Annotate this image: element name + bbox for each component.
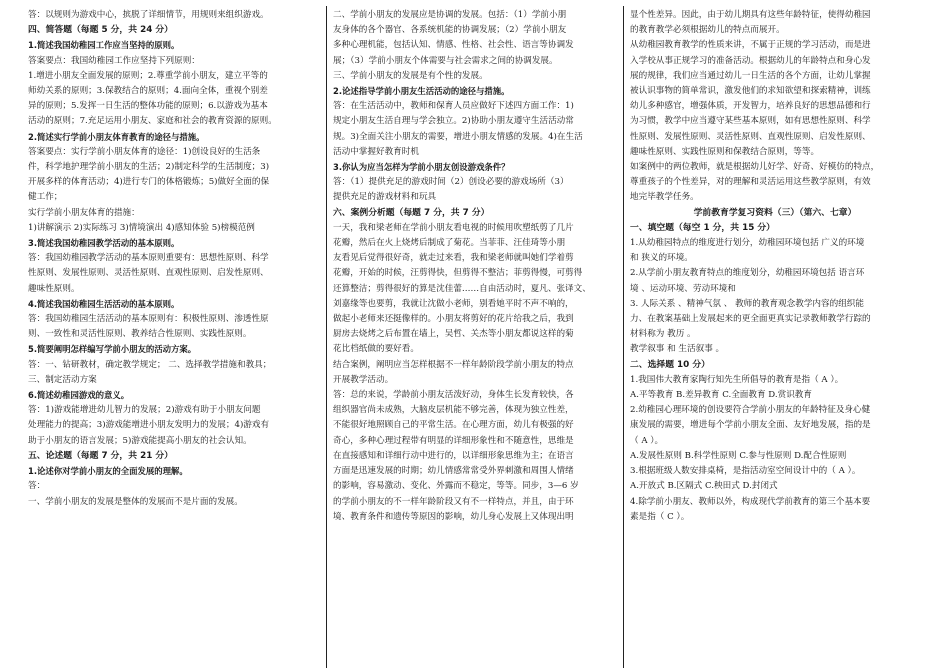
text-line: 入学校从事正规学习的准备活动。根据幼儿的年龄特点和身心发 bbox=[630, 55, 871, 66]
text-line: 三、学前小朋友的发展是有个性的发展。 bbox=[333, 70, 488, 81]
text-line: 性原则、发展性原则、灵活性原则、直观性原则、启发性原则、 bbox=[28, 268, 269, 279]
text-line: 花瓣，然后在火上烧烤后制成了菊花。当菲菲、汪佳琦等小朋 bbox=[333, 238, 566, 249]
text-line: 做起小老师来还挺像样的。小朋友将剪好的花片给我之后，我到 bbox=[333, 314, 574, 325]
text-line: 为习惯，教学中应当遵守某些基本原则，如有思想性原则、科学 bbox=[630, 116, 871, 127]
column-divider-right bbox=[623, 6, 624, 668]
text-line: 被认识事物的简单常识，激发他们的求知欲望和探索精神，训练 bbox=[630, 86, 871, 97]
text-line: 件，科学地护理学前小朋友的生活；2)制定科学的生活制度；3) bbox=[28, 162, 270, 173]
text-line: 性原则、发展性原则、灵活性原则、直观性原则、启发性原则、 bbox=[630, 131, 871, 142]
text-line: 展；（3）学前小朋友个体需要与社会需求之间的协调发展。 bbox=[333, 55, 558, 66]
text-line: 教学叙事 和 生活叙事 。 bbox=[630, 344, 725, 355]
text-line: 境 、运动环境、劳动环境和 bbox=[630, 283, 736, 294]
text-line: 在直接感知和详细行动中进行的，以详细形象思维为主；在语言 bbox=[333, 450, 574, 461]
text-line: 的学前小朋友的不一样年龄阶段又有不一样特点，并且，由于环 bbox=[333, 496, 574, 507]
text-line: 不能很好地照顾自己的平常生活。在心理方面，幼儿有极强的好 bbox=[333, 420, 574, 431]
text-line: 从幼稚园教育教学的性质来讲，不属于正规的学习活动，而是进 bbox=[630, 40, 871, 51]
text-line: 答案要点：实行学前小朋友体育的途径：1)创设良好的生活条 bbox=[28, 146, 261, 157]
text-line: 还算整洁；剪得很好的算是沈佳蕾……自由活动时，夏凡、张译文、 bbox=[333, 283, 591, 294]
text-line: 如案例中的两位教师，就是根据幼儿好学、好奇、好模仿的特点， bbox=[630, 162, 880, 173]
text-line: 刘嘉缘等也要剪，我就让沈做小老师，别看她平时不声不响的， bbox=[333, 298, 574, 309]
column-divider-left bbox=[326, 6, 327, 668]
text-line: 活动中掌握好教育时机 bbox=[333, 146, 419, 157]
text-line: A.开放式 B.区隔式 C.秧田式 D.封闭式 bbox=[630, 481, 778, 492]
text-line: 的教育教学必须根据幼儿的特点而展开。 bbox=[630, 25, 785, 36]
text-line: 实行学前小朋友体育的措施： bbox=[28, 207, 140, 218]
text-line: 趣味性原则。 bbox=[28, 283, 80, 294]
text-line: 展的规律，我们应当通过幼儿一日生活的各个方面，让幼儿掌握 bbox=[630, 70, 871, 81]
question-heading: 1.简述我国幼稚园工作应当坚持的原则。 bbox=[28, 40, 180, 51]
text-line: 则、一致性和灵活性原则、教养结合性原则、实践性原则。 bbox=[28, 329, 252, 340]
text-line: 答： bbox=[28, 481, 46, 492]
text-line: 的影响，容易激动、变化、外露而不稳定，等等。同步，3—6 岁 bbox=[333, 481, 579, 492]
text-line: 奇心，多种心理过程带有明显的详细形象性和不随意性，思维是 bbox=[333, 435, 574, 446]
text-line: （ A ）。 bbox=[630, 435, 664, 446]
text-column-2 bbox=[333, 8, 623, 668]
text-line: 一天，我和梁老师在学前小朋友看电视的时候用吹塑纸剪了几片 bbox=[333, 222, 574, 233]
text-line: 2.从学前小朋友教育特点的维度划分，幼稚园环境包括 语言环 bbox=[630, 268, 865, 279]
text-line: 幼儿多种感官，增强体质，开发智力，培养良好的思想品德和行 bbox=[630, 101, 871, 112]
text-line: 处理能力的提高；3)游戏能增进小朋友发明力的发展；4)游戏有 bbox=[28, 420, 270, 431]
text-line: 开展教学活动。 bbox=[333, 374, 394, 385]
text-line: A.平等教育 B.差异教育 C.全面教育 D.赏识教育 bbox=[630, 390, 812, 401]
text-line: 开展多样的体育活动；4)进行专门的体格锻炼；5)做好全面的保 bbox=[28, 177, 270, 188]
section-heading: 二、选择题 10 分） bbox=[630, 359, 710, 370]
text-line: 组织器官尚未成熟，大脑皮层机能不够完善，体现为独立性差， bbox=[333, 405, 574, 416]
text-line: 师幼关系的原则；3.保教结合的原则；4.面向全体，重视个别差 bbox=[28, 86, 268, 97]
text-line: 1.我国伟大教育家陶行知先生所倡导的教育是指（ A ）。 bbox=[630, 374, 844, 385]
text-line: 3.根据班级人数安排桌椅，是指活动室空间设计中的（ A ）。 bbox=[630, 466, 861, 477]
text-line: 二、学前小朋友的发展应是协调的发展。包括：（1）学前小朋 bbox=[333, 10, 567, 20]
text-line: 地完毕教学任务。 bbox=[630, 192, 699, 203]
text-line: 活动的原则；7.充足运用小朋友、家庭和社会的教育资源的原则。 bbox=[28, 116, 277, 127]
text-line: 健工作； bbox=[28, 192, 63, 203]
text-line: 答：一、钻研教材，确定教学规定； 二、选择教学措施和教具； bbox=[28, 359, 272, 370]
text-line: 友身体的各个器官、各系统机能的协调发展；（2）学前小朋友 bbox=[333, 25, 567, 36]
text-line: 方面是迅速发展的时期；幼儿情感常常受外界刺激和周围人情绪 bbox=[333, 466, 574, 477]
text-line: 花比档纸做的要好看。 bbox=[333, 344, 419, 355]
text-line: 异的原则；5.发挥一日生活的整体功能的原则；6.以游戏为基本 bbox=[28, 101, 268, 112]
text-line: 力、在教案基础上发展起来的更全面更真实记录教师教学行踪的 bbox=[630, 314, 871, 325]
section-heading: 四、简答题（每题 5 分，共 24 分） bbox=[28, 25, 173, 36]
question-heading: 5.简要阐明怎样编写学前小朋友的活动方案。 bbox=[28, 344, 197, 355]
text-line: 1.从幼稚园特点的维度进行划分，幼稚园环境包括 广义的环境 bbox=[630, 238, 865, 249]
section-heading: 五、论述题（每题 7 分，共 21 分） bbox=[28, 450, 173, 461]
text-line: 规定小朋友生活自理与学会独立。2)协助小朋友遵守生活活动常 bbox=[333, 116, 574, 127]
text-line: 境、教育条件和遗传等原因的影响，幼儿身心发展上又体现出明 bbox=[333, 511, 574, 522]
question-heading: 3.你认为应当怎样为学前小朋友创设游戏条件？ bbox=[333, 162, 510, 173]
text-line: 1.增进小朋友全面发展的原则；2.尊重学前小朋友，建立平等的 bbox=[28, 70, 268, 81]
text-line: 1)讲解演示 2)实际练习 3)情境演出 4)感知体验 5)榜模范例 bbox=[28, 222, 255, 233]
section-heading: 六、案例分析题（每题 7 分，共 7 分） bbox=[333, 207, 490, 218]
text-column-1 bbox=[28, 8, 318, 668]
text-line: 素是指（ C ）。 bbox=[630, 511, 690, 522]
text-line: 2.幼稚园心理环境的创设要符合学前小朋友的年龄特征及身心健 bbox=[630, 405, 871, 416]
text-line: 多种心理机能，包括认知、情感、性格、社会性、语言等协调发 bbox=[333, 40, 574, 51]
text-line: 三、制定活动方案 bbox=[28, 374, 97, 385]
text-line: 答：我国幼稚园教学活动的基本原则重要有：思想性原则、科学 bbox=[28, 253, 269, 264]
question-heading: 1.论述你对学前小朋友的全面发展的理解。 bbox=[28, 466, 188, 477]
text-line: 友看见后觉得很好奇，就走过来看，我和梁老师就叫她们学着剪 bbox=[333, 253, 574, 264]
text-column-3 bbox=[630, 8, 920, 668]
text-line: 趣味性原则、实践性原则和保教结合原则，等等。 bbox=[630, 146, 820, 157]
text-line: 显个性差异。因此，由于幼儿期具有这些年龄特征，使得幼稚园 bbox=[630, 10, 871, 20]
text-line: 4.除学前小朋友、教师以外，构成现代学前教育的第三个基本要 bbox=[630, 496, 871, 507]
text-line: 花瓣，开始的时候，汪剪得快，但剪得不整洁；菲剪得慢，可剪得 bbox=[333, 268, 583, 279]
text-line: 答：在生活活动中，教师和保育人员应做好下述四方面工作：1) bbox=[333, 101, 574, 112]
text-line: 和 狭义的环境。 bbox=[630, 253, 693, 264]
question-heading: 2.论述指导学前小朋友生活活动的途径与措施。 bbox=[333, 86, 510, 97]
text-line: 答案要点：我国幼稚园工作应坚持下列原则： bbox=[28, 55, 200, 66]
section-heading: 一、填空题（每空 1 分，共 15 分） bbox=[630, 222, 775, 233]
text-line: 答：以规则为游戏中心，摈脱了详细情节，用规则来组织游戏。 bbox=[28, 10, 269, 20]
text-line: 厨房去烧烤之后布置在墙上，吴哲、关杰等小朋友都说这样的菊 bbox=[333, 329, 574, 340]
text-line: 康发展的需要，增进每个学前小朋友全面、友好地发展，指的是 bbox=[630, 420, 871, 431]
text-line: 3. 人际关系 、精神气氛 、 教师的教育观念教学内容的组织能 bbox=[630, 298, 864, 309]
text-line: 答：我国幼稚园生活活动的基本原则有：积极性原则、渗透性原 bbox=[28, 314, 269, 325]
text-line: 材料称为 教历 。 bbox=[630, 329, 696, 340]
text-line: 答：（1）提供充足的游戏时间（2）创设必要的游戏场所（3） bbox=[333, 177, 569, 188]
question-heading: 3.简述我国幼稚园教学活动的基本原则。 bbox=[28, 238, 180, 249]
text-line: 结合案例，阐明应当怎样根据不一样年龄阶段学前小朋友的特点 bbox=[333, 359, 574, 370]
question-heading: 2.简述实行学前小朋友体育教育的途径与措施。 bbox=[28, 131, 205, 142]
text-line: 提供充足的游戏材料和玩具 bbox=[333, 192, 437, 203]
text-line: 规。3)全面关注小朋友的需要，增进小朋友情感的发展。4)在生活 bbox=[333, 131, 583, 142]
text-line: A.发展性原则 B.科学性原则 C.参与性原则 D.配合性原则 bbox=[630, 450, 847, 461]
text-line: 尊重孩子的个性差异，对的理解和灵活运用这些教学原则，有效 bbox=[630, 177, 871, 188]
text-line: 助于小朋友的语言发展；5)游戏能提高小朋友的社会认知。 bbox=[28, 435, 252, 446]
text-line: 答：1)游戏能增进幼儿智力的发展；2)游戏有助于小朋友问题 bbox=[28, 405, 261, 416]
text-line: 答：总的来说，学龄前小朋友活泼好动，身体生长发育较快，各 bbox=[333, 390, 574, 401]
text-line: 一、学前小朋友的发展是整体的发展而不是片面的发展。 bbox=[28, 496, 243, 507]
document-subtitle: 学前教育学复习资料（三）（第六、七章） bbox=[693, 207, 857, 218]
question-heading: 6.简述幼稚园游戏的意义。 bbox=[28, 390, 130, 401]
question-heading: 4.简述我国幼稚园生活活动的基本原则。 bbox=[28, 298, 180, 309]
